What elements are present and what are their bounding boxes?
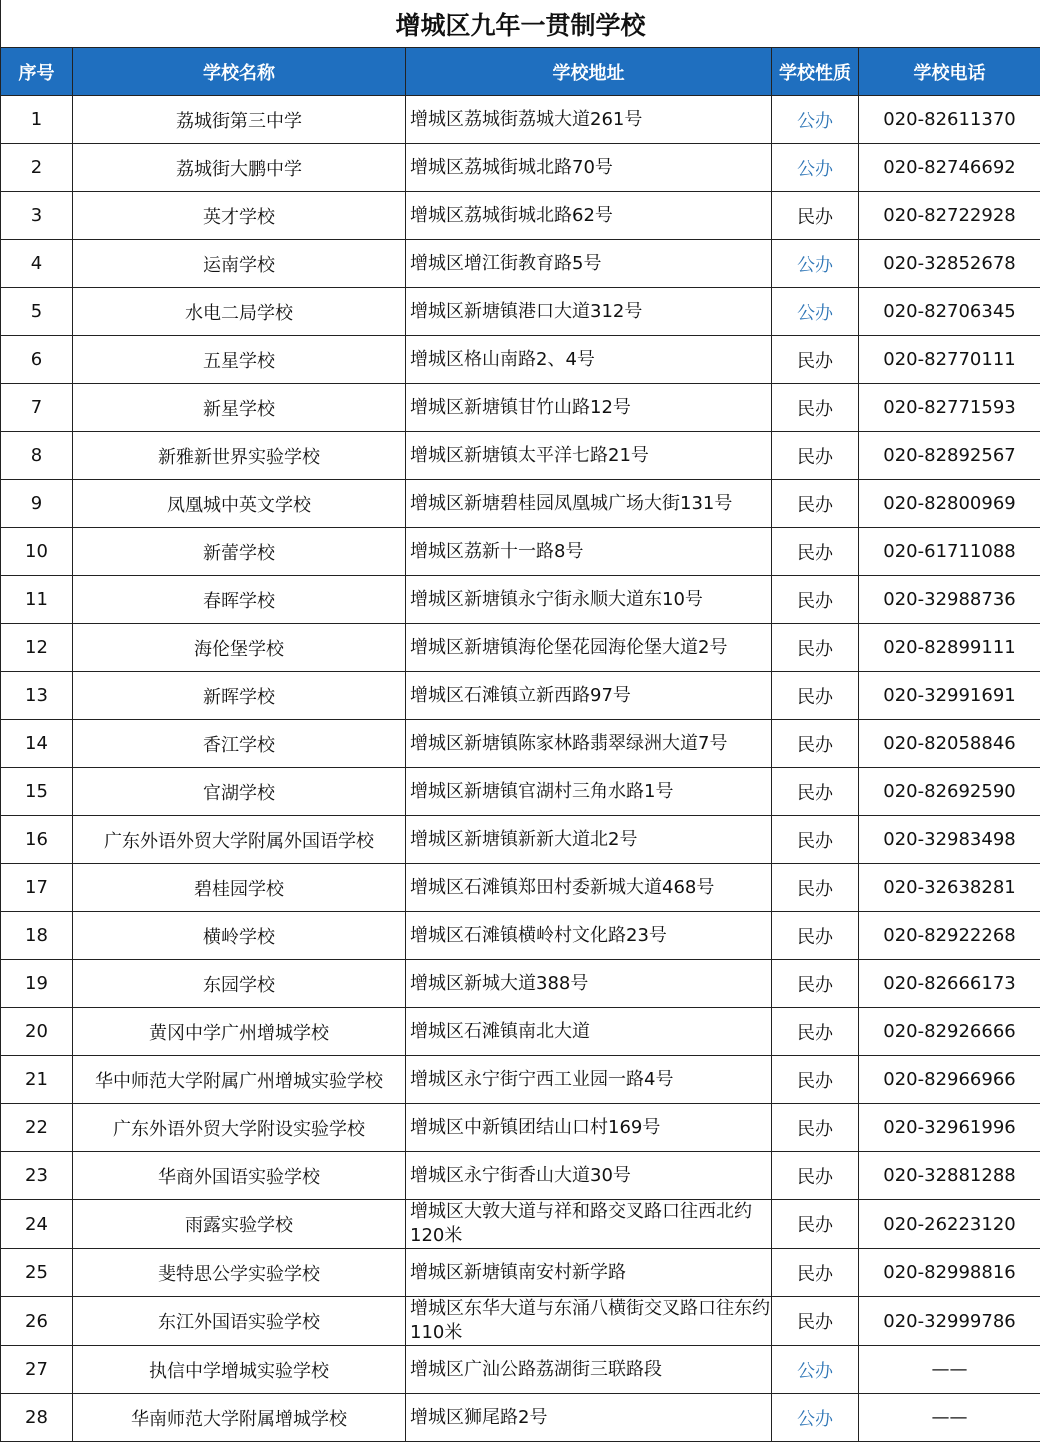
cell-no: 14 xyxy=(1,720,73,768)
cell-phone: 020-82666173 xyxy=(859,960,1040,1008)
header-name: 学校名称 xyxy=(73,48,406,96)
cell-type: 民办 xyxy=(772,192,859,240)
cell-address: 增城区荔城街城北路70号 xyxy=(406,144,772,192)
cell-type: 民办 xyxy=(772,576,859,624)
cell-type: 民办 xyxy=(772,768,859,816)
cell-name: 东江外国语实验学校 xyxy=(73,1297,406,1346)
table-row xyxy=(1,816,1040,864)
cell-no: 3 xyxy=(1,192,73,240)
cell-no: 12 xyxy=(1,624,73,672)
cell-no: 17 xyxy=(1,864,73,912)
cell-address: 增城区新塘镇陈家林路翡翠绿洲大道7号 xyxy=(406,720,772,768)
cell-phone: 020-26223120 xyxy=(859,1200,1040,1249)
cell-no: 20 xyxy=(1,1008,73,1056)
table-row xyxy=(1,1104,1040,1152)
table-row xyxy=(1,1008,1040,1056)
table-row xyxy=(1,144,1040,192)
cell-type: 公办 xyxy=(772,1394,859,1442)
table-row xyxy=(1,1346,1040,1394)
cell-no: 25 xyxy=(1,1249,73,1297)
cell-name: 官湖学校 xyxy=(73,768,406,816)
cell-address: 增城区格山南路2、4号 xyxy=(406,336,772,384)
cell-no: 28 xyxy=(1,1394,73,1442)
cell-name: 新蕾学校 xyxy=(73,528,406,576)
cell-address: 增城区新塘镇甘竹山路12号 xyxy=(406,384,772,432)
cell-type: 民办 xyxy=(772,1056,859,1104)
cell-no: 27 xyxy=(1,1346,73,1394)
cell-type: 民办 xyxy=(772,672,859,720)
cell-address: 增城区新塘镇官湖村三角水路1号 xyxy=(406,768,772,816)
cell-address: 增城区荔新十一路8号 xyxy=(406,528,772,576)
cell-address: 增城区中新镇团结山口村169号 xyxy=(406,1104,772,1152)
cell-type: 民办 xyxy=(772,1104,859,1152)
cell-name: 斐特思公学实验学校 xyxy=(73,1249,406,1297)
table-row xyxy=(1,672,1040,720)
cell-phone: 020-32852678 xyxy=(859,240,1040,288)
cell-phone: 020-82926666 xyxy=(859,1008,1040,1056)
cell-no: 4 xyxy=(1,240,73,288)
cell-address: 增城区石滩镇郑田村委新城大道468号 xyxy=(406,864,772,912)
cell-type: 民办 xyxy=(772,480,859,528)
cell-no: 8 xyxy=(1,432,73,480)
cell-no: 15 xyxy=(1,768,73,816)
cell-type: 公办 xyxy=(772,1346,859,1394)
cell-phone: 020-82966966 xyxy=(859,1056,1040,1104)
table-row xyxy=(1,528,1040,576)
cell-address: 增城区狮尾路2号 xyxy=(406,1394,772,1442)
cell-address: 增城区广汕公路荔湖街三联路段 xyxy=(406,1346,772,1394)
table-row xyxy=(1,192,1040,240)
cell-name: 英才学校 xyxy=(73,192,406,240)
table-row xyxy=(1,624,1040,672)
cell-phone: 020-32991691 xyxy=(859,672,1040,720)
table-row xyxy=(1,1152,1040,1200)
table-row xyxy=(1,432,1040,480)
cell-type: 民办 xyxy=(772,912,859,960)
cell-no: 19 xyxy=(1,960,73,1008)
cell-name: 春晖学校 xyxy=(73,576,406,624)
cell-no: 24 xyxy=(1,1200,73,1249)
cell-address: 增城区新塘镇海伦堡花园海伦堡大道2号 xyxy=(406,624,772,672)
cell-name: 华中师范大学附属广州增城实验学校 xyxy=(73,1056,406,1104)
cell-type: 民办 xyxy=(772,1008,859,1056)
cell-address: 增城区永宁街香山大道30号 xyxy=(406,1152,772,1200)
table-row xyxy=(1,240,1040,288)
cell-no: 23 xyxy=(1,1152,73,1200)
cell-phone: 020-32638281 xyxy=(859,864,1040,912)
cell-phone: 020-82722928 xyxy=(859,192,1040,240)
cell-address: 增城区大敦大道与祥和路交叉路口往西北约120米 xyxy=(406,1200,772,1249)
header-address: 学校地址 xyxy=(406,48,772,96)
table-row xyxy=(1,1297,1040,1346)
table-row xyxy=(1,864,1040,912)
cell-no: 13 xyxy=(1,672,73,720)
cell-phone: 020-82058846 xyxy=(859,720,1040,768)
cell-address: 增城区石滩镇立新西路97号 xyxy=(406,672,772,720)
cell-no: 1 xyxy=(1,96,73,144)
cell-phone: 020-32881288 xyxy=(859,1152,1040,1200)
cell-type: 公办 xyxy=(772,96,859,144)
cell-type: 民办 xyxy=(772,528,859,576)
header-no: 序号 xyxy=(1,48,73,96)
cell-name: 新星学校 xyxy=(73,384,406,432)
cell-phone: 020-32961996 xyxy=(859,1104,1040,1152)
table-row xyxy=(1,960,1040,1008)
cell-no: 10 xyxy=(1,528,73,576)
cell-address: 增城区永宁街宁西工业园一路4号 xyxy=(406,1056,772,1104)
table-title: 增城区九年一贯制学校 xyxy=(1,0,1040,48)
cell-address: 增城区新城大道388号 xyxy=(406,960,772,1008)
cell-no: 11 xyxy=(1,576,73,624)
table-row xyxy=(1,1394,1040,1442)
cell-name: 雨露实验学校 xyxy=(73,1200,406,1249)
cell-address: 增城区石滩镇横岭村文化路23号 xyxy=(406,912,772,960)
cell-phone: 020-82998816 xyxy=(859,1249,1040,1297)
cell-type: 民办 xyxy=(772,336,859,384)
cell-name: 东园学校 xyxy=(73,960,406,1008)
cell-address: 增城区荔城街城北路62号 xyxy=(406,192,772,240)
cell-type: 民办 xyxy=(772,816,859,864)
table-row xyxy=(1,768,1040,816)
cell-type: 民办 xyxy=(772,1297,859,1346)
cell-name: 广东外语外贸大学附设实验学校 xyxy=(73,1104,406,1152)
table-row xyxy=(1,288,1040,336)
cell-phone: 020-82892567 xyxy=(859,432,1040,480)
cell-type: 民办 xyxy=(772,624,859,672)
header-type: 学校性质 xyxy=(772,48,859,96)
title-row xyxy=(1,0,1040,48)
cell-type: 民办 xyxy=(772,1200,859,1249)
cell-name: 水电二局学校 xyxy=(73,288,406,336)
cell-phone: 020-82922268 xyxy=(859,912,1040,960)
cell-phone: 020-32983498 xyxy=(859,816,1040,864)
cell-name: 五星学校 xyxy=(73,336,406,384)
cell-address: 增城区石滩镇南北大道 xyxy=(406,1008,772,1056)
header-phone: 学校电话 xyxy=(859,48,1040,96)
cell-name: 荔城街第三中学 xyxy=(73,96,406,144)
table-row xyxy=(1,1200,1040,1249)
cell-type: 公办 xyxy=(772,144,859,192)
cell-phone: 020-82746692 xyxy=(859,144,1040,192)
cell-type: 公办 xyxy=(772,240,859,288)
cell-name: 荔城街大鹏中学 xyxy=(73,144,406,192)
table-row xyxy=(1,720,1040,768)
cell-name: 华南师范大学附属增城学校 xyxy=(73,1394,406,1442)
cell-phone: 020-82899111 xyxy=(859,624,1040,672)
cell-name: 海伦堡学校 xyxy=(73,624,406,672)
cell-address: 增城区新塘镇太平洋七路21号 xyxy=(406,432,772,480)
cell-no: 16 xyxy=(1,816,73,864)
cell-address: 增城区增江街教育路5号 xyxy=(406,240,772,288)
cell-address: 增城区新塘碧桂园凤凰城广场大街131号 xyxy=(406,480,772,528)
cell-name: 黄冈中学广州增城学校 xyxy=(73,1008,406,1056)
table-row xyxy=(1,336,1040,384)
cell-name: 执信中学增城实验学校 xyxy=(73,1346,406,1394)
cell-phone: 020-82771593 xyxy=(859,384,1040,432)
cell-name: 广东外语外贸大学附属外国语学校 xyxy=(73,816,406,864)
header-row xyxy=(1,48,1040,96)
cell-no: 22 xyxy=(1,1104,73,1152)
cell-type: 民办 xyxy=(772,384,859,432)
cell-name: 凤凰城中英文学校 xyxy=(73,480,406,528)
cell-no: 5 xyxy=(1,288,73,336)
cell-address: 增城区新塘镇南安村新学路 xyxy=(406,1249,772,1297)
cell-no: 6 xyxy=(1,336,73,384)
cell-type: 民办 xyxy=(772,1152,859,1200)
cell-no: 26 xyxy=(1,1297,73,1346)
table-row xyxy=(1,96,1040,144)
table-row xyxy=(1,1056,1040,1104)
cell-phone: 020-61711088 xyxy=(859,528,1040,576)
table-row xyxy=(1,576,1040,624)
table-row xyxy=(1,912,1040,960)
cell-name: 新晖学校 xyxy=(73,672,406,720)
cell-type: 民办 xyxy=(772,960,859,1008)
cell-phone: 020-82611370 xyxy=(859,96,1040,144)
cell-name: 新雅新世界实验学校 xyxy=(73,432,406,480)
cell-type: 民办 xyxy=(772,1249,859,1297)
cell-type: 民办 xyxy=(772,720,859,768)
cell-phone: 020-82800969 xyxy=(859,480,1040,528)
cell-address: 增城区新塘镇永宁街永顺大道东10号 xyxy=(406,576,772,624)
cell-address: 增城区东华大道与东涌八横街交叉路口往东约110米 xyxy=(406,1297,772,1346)
cell-phone: 020-32999786 xyxy=(859,1297,1040,1346)
cell-no: 21 xyxy=(1,1056,73,1104)
cell-phone: 020-82770111 xyxy=(859,336,1040,384)
cell-no: 9 xyxy=(1,480,73,528)
cell-name: 华商外国语实验学校 xyxy=(73,1152,406,1200)
cell-name: 横岭学校 xyxy=(73,912,406,960)
cell-phone: 020-82706345 xyxy=(859,288,1040,336)
cell-name: 香江学校 xyxy=(73,720,406,768)
cell-name: 碧桂园学校 xyxy=(73,864,406,912)
table-row xyxy=(1,384,1040,432)
cell-type: 民办 xyxy=(772,432,859,480)
cell-no: 7 xyxy=(1,384,73,432)
cell-phone: —— xyxy=(859,1346,1040,1394)
cell-type: 公办 xyxy=(772,288,859,336)
table-row xyxy=(1,480,1040,528)
cell-address: 增城区新塘镇港口大道312号 xyxy=(406,288,772,336)
cell-phone: 020-32988736 xyxy=(859,576,1040,624)
table-row xyxy=(1,1249,1040,1297)
cell-phone: —— xyxy=(859,1394,1040,1442)
cell-no: 2 xyxy=(1,144,73,192)
cell-address: 增城区荔城街荔城大道261号 xyxy=(406,96,772,144)
cell-type: 民办 xyxy=(772,864,859,912)
cell-phone: 020-82692590 xyxy=(859,768,1040,816)
cell-name: 运南学校 xyxy=(73,240,406,288)
cell-address: 增城区新塘镇新新大道北2号 xyxy=(406,816,772,864)
cell-no: 18 xyxy=(1,912,73,960)
